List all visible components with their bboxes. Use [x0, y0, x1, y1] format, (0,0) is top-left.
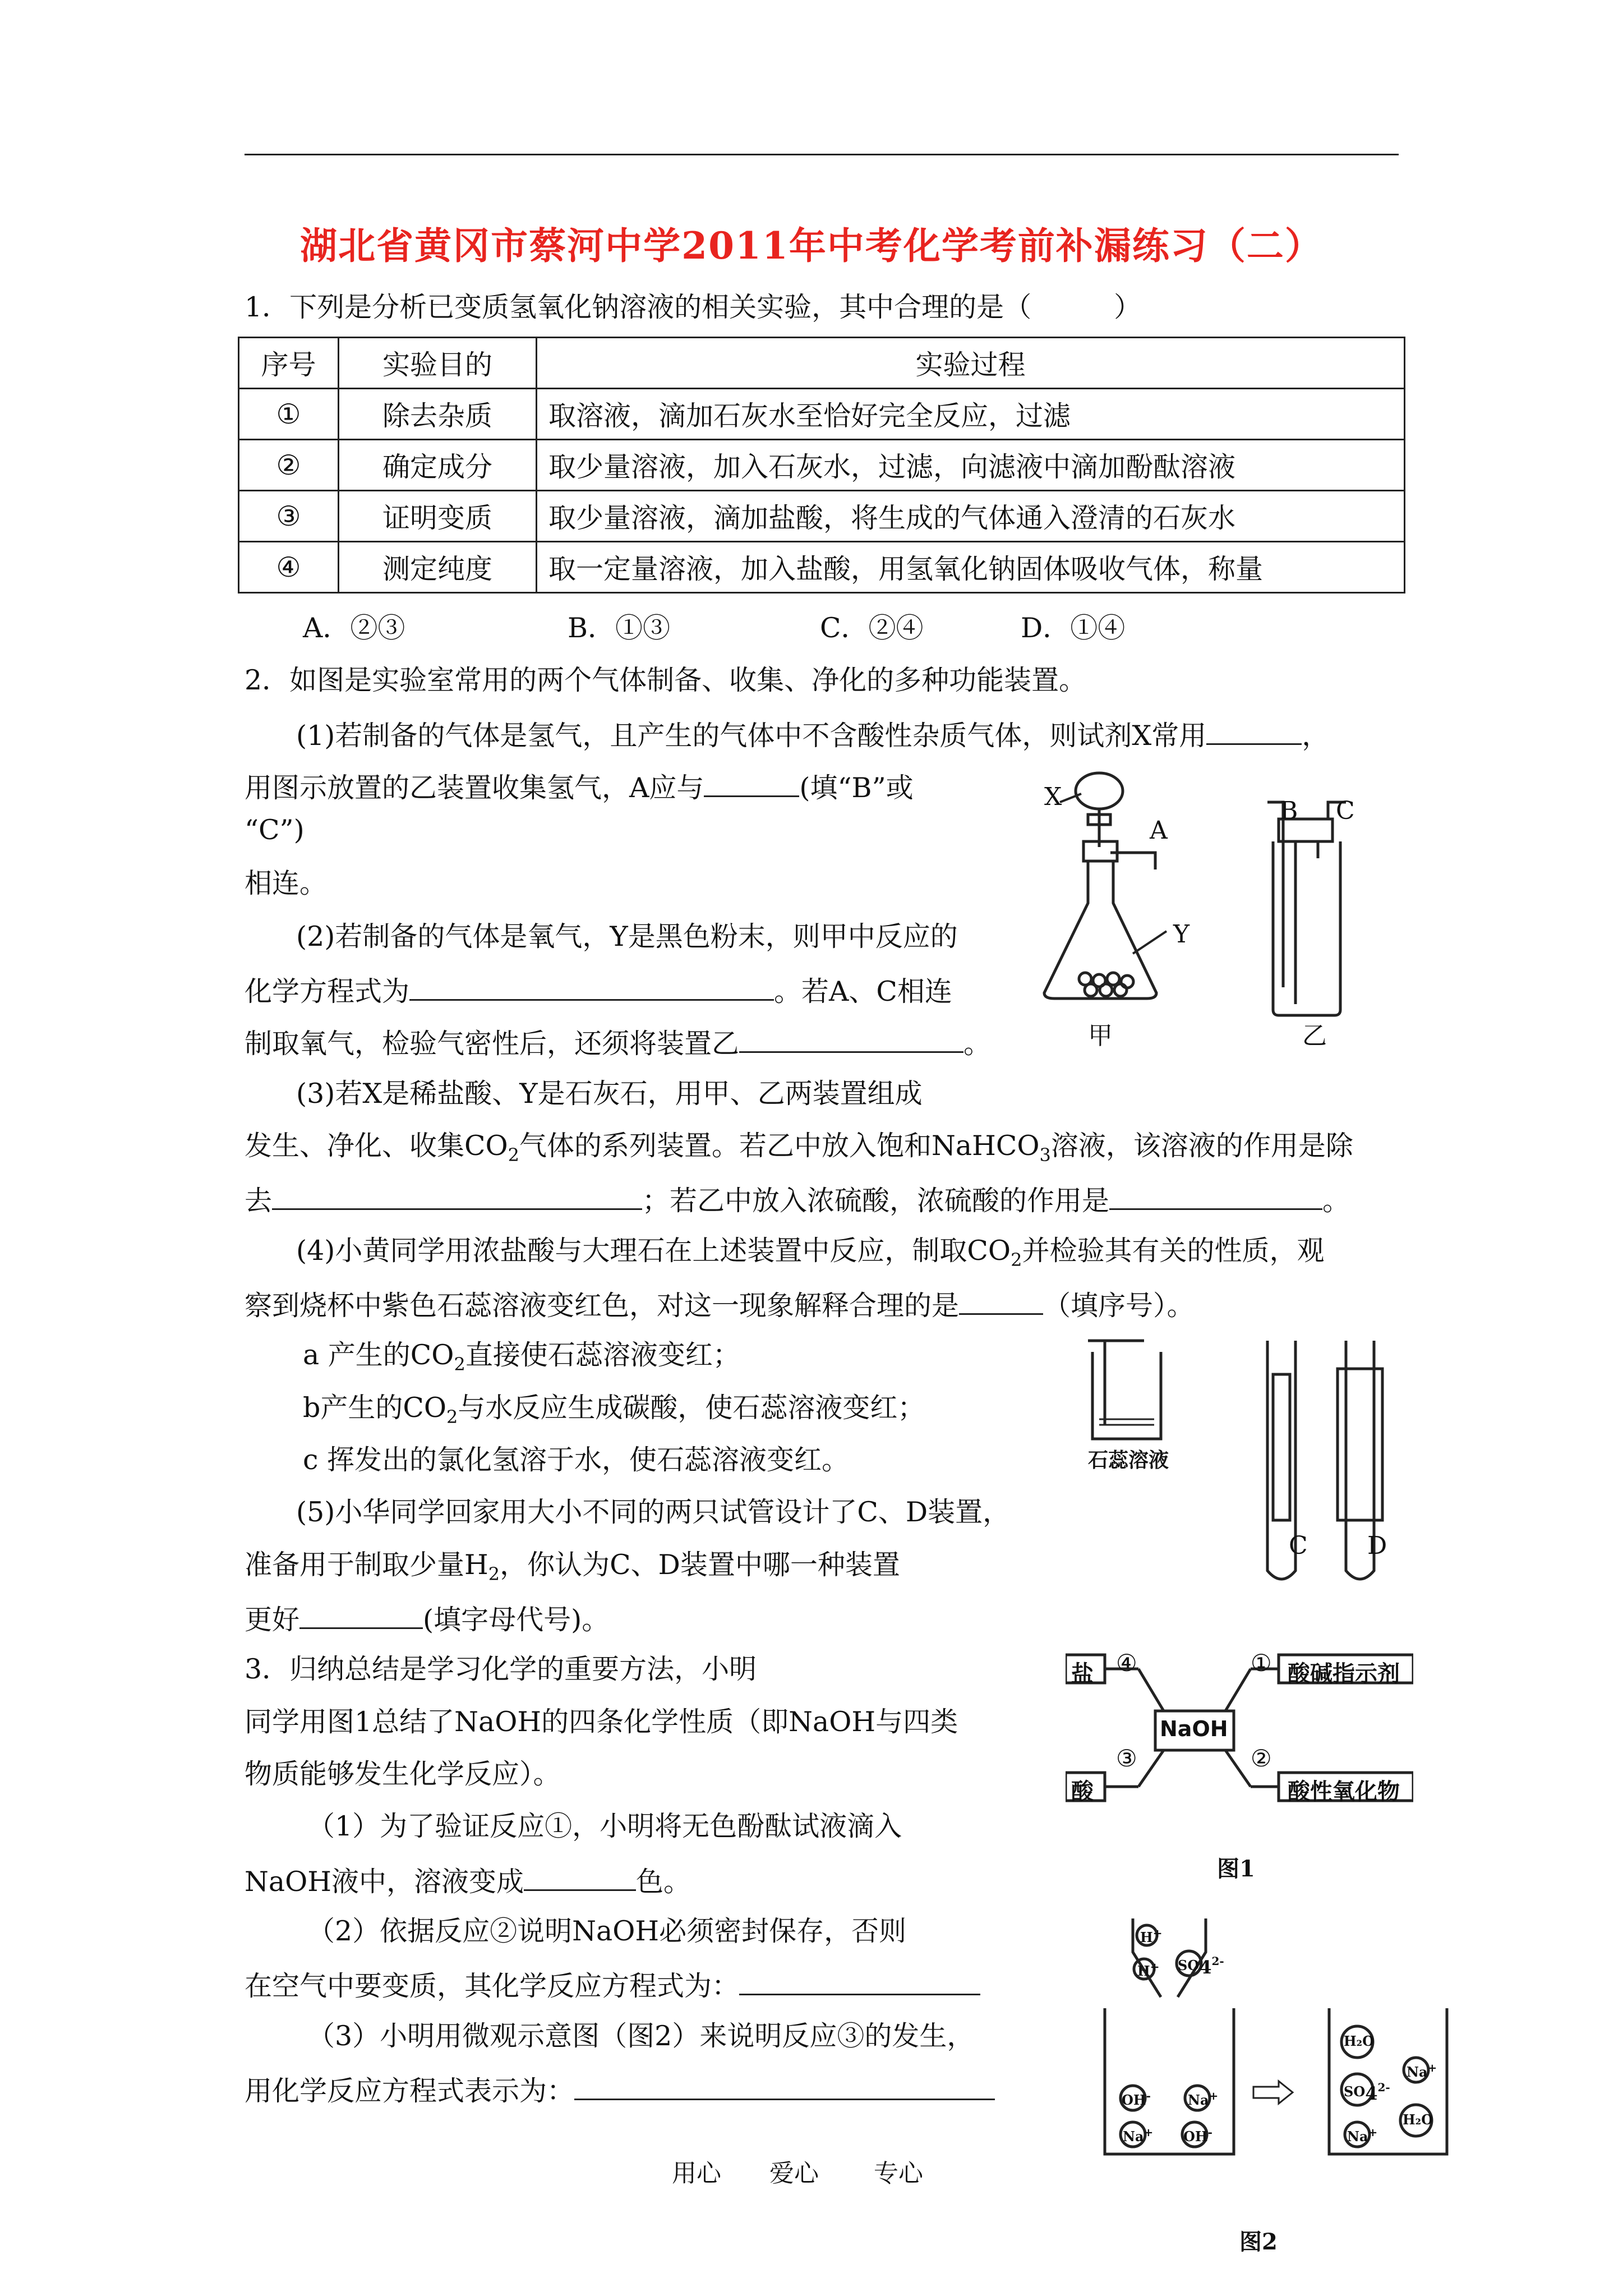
label-x: X	[1044, 783, 1062, 811]
q2-part1-line1: (1)若制备的气体是氢气，且产生的气体中不含酸性杂质气体，则试剂X常用 ，	[296, 716, 1329, 753]
table-header: 实验目的	[339, 338, 537, 389]
table-cell: 取一定量溶液，加入盐酸，用氢氧化钠固体吸收气体，称量	[537, 542, 1405, 593]
q2-stem: 2．如图是实验室常用的两个气体制备、收集、净化的多种功能装置。	[245, 664, 1087, 696]
q2-option-a: a 产生的$CO_2$直接使石蕊溶液变红；	[303, 1339, 740, 1375]
label-y: Y	[1173, 920, 1190, 949]
naoh-properties-figure	[1066, 1649, 1413, 1812]
fig1-caption: 图1	[1217, 1856, 1255, 1882]
q2-part5-line2: 准备用于制取少量$H_2$，你认为C、D装置中哪一种装置	[245, 1549, 900, 1585]
fig1-acid: 酸	[1071, 1778, 1094, 1805]
label-c: C	[1336, 797, 1355, 825]
q3-line9: 用化学反应方程式表示为：	[245, 2072, 995, 2108]
table-cell: ①	[239, 389, 339, 440]
molecule-h2o-2: H₂O	[1403, 2111, 1433, 2128]
q2-part5-line1: (5)小华同学回家用大小不同的两只试管设计了C、D装置，	[296, 1496, 1011, 1528]
q3-line2: 同学用图1总结了NaOH的四条化学性质（即NaOH与四类	[245, 1706, 958, 1738]
fig1-center: NaOH	[1160, 1717, 1228, 1741]
table-cell: ②	[239, 440, 339, 491]
table-cell: ③	[239, 491, 339, 542]
q2-part4-line1: (4)小黄同学用浓盐酸与大理石在上述装置中反应，制取$CO_2$并检验其有关的性质，观	[296, 1235, 1325, 1271]
label-tube-c: C	[1289, 1531, 1308, 1560]
experiment-table	[238, 337, 1405, 593]
table-cell: 除去杂质	[339, 389, 537, 440]
q1-option-a: A．②③	[303, 612, 405, 644]
table-row	[239, 440, 1405, 491]
table-row	[239, 389, 1405, 440]
q2-part1-line2: 用图示放置的乙装置收集氢气，A应与 (填“B”或	[245, 769, 914, 805]
footer-text-3: 专心	[874, 2159, 923, 2188]
gas-washing-bottle	[1267, 802, 1346, 1015]
q2-part3-line1: (3)若X是稀盐酸、Y是石灰石，用甲、乙两装置组成	[296, 1078, 923, 1110]
label-litmus: 石蕊溶液	[1088, 1449, 1169, 1472]
table-cell: 确定成分	[339, 440, 537, 491]
label-yi: 乙	[1302, 1022, 1327, 1050]
q3-line5: NaOH液中，溶液变成 色。	[245, 1862, 691, 1899]
footer-text-2: 爱心	[769, 2159, 819, 2188]
ion-h-2: H+	[1137, 1960, 1160, 1979]
table-cell: 取溶液，滴加石灰水至恰好完全反应，过滤	[537, 389, 1405, 440]
q2-part4-line2: 察到烧杯中紫色石蕊溶液变红色，对这一现象解释合理的是 （填序号）。	[245, 1286, 1195, 1323]
fig1-n2: ②	[1251, 1745, 1272, 1772]
ion-na-1: Na+	[1188, 2089, 1219, 2108]
micro-diagram-figure	[1099, 1918, 1458, 2165]
q2-part3-line3: 去 ；若乙中放入浓硫酸，浓硫酸的作用是 。	[245, 1181, 1350, 1218]
q2-part3-line2: 发生、净化、收集$CO_2$气体的系列装置。若乙中放入饱和NaHCO$_3$溶液，该溶液的作用是除	[245, 1130, 1353, 1166]
molecule-h2o-1: H₂O	[1344, 2033, 1375, 2049]
table-cell: 证明变质	[339, 491, 537, 542]
q3-line7: 在空气中要变质，其化学反应方程式为：	[245, 1967, 980, 2003]
label-tube-d: D	[1367, 1531, 1387, 1560]
ion-oh-2: OH-	[1183, 2125, 1212, 2145]
gas-apparatus-figure	[1032, 763, 1413, 1055]
separatory-funnel	[1076, 773, 1123, 847]
ion-so4-2: $SO_4^{2-}$	[1344, 2081, 1390, 2104]
q2-part1-line4: 相连。	[245, 867, 328, 899]
q2-part2-line2: 化学方程式为 。若A、C相连	[245, 972, 952, 1009]
table-cell: 测定纯度	[339, 542, 537, 593]
q2-part5-line3: 更好 (填字母代号)。	[245, 1600, 609, 1637]
q2-part1-line3: “C”)	[245, 814, 305, 846]
ion-oh-1: OH-	[1122, 2089, 1151, 2108]
header-rule	[245, 154, 1399, 155]
ion-so4-1: $SO_4^{2-}$	[1178, 1954, 1224, 1978]
q1-option-c: C．②④	[820, 612, 924, 644]
q2-option-c: c 挥发出的氯化氢溶于水，使石蕊溶液变红。	[303, 1444, 850, 1476]
table-row	[239, 542, 1405, 593]
label-jia: 甲	[1088, 1022, 1113, 1050]
fig1-indicator: 酸碱指示剂	[1288, 1660, 1400, 1687]
table-header-row	[239, 338, 1405, 389]
q1-option-d: D．①④	[1021, 612, 1126, 644]
fig1-n1: ①	[1251, 1649, 1272, 1677]
fig1-n4: ④	[1116, 1649, 1137, 1677]
table-cell: 取少量溶液，加入石灰水，过滤，向滤液中滴加酚酞溶液	[537, 440, 1405, 491]
fig1-oxide: 酸性氧化物	[1288, 1778, 1400, 1805]
q2-option-b: b产生的$CO_2$与水反应生成碳酸，使石蕊溶液变红；	[303, 1392, 925, 1428]
q2-part2-line3: 制取氧气，检验气密性后，还须将装置乙 。	[245, 1024, 991, 1061]
table-cell: ④	[239, 542, 339, 593]
q3-line6: （2）依据反应②说明NaOH必须密封保存，否则	[307, 1915, 907, 1947]
table-cell: 取少量溶液，滴加盐酸，将生成的气体通入澄清的石灰水	[537, 491, 1405, 542]
fig2-caption: 图2	[1239, 2229, 1278, 2255]
label-b: B	[1280, 797, 1298, 825]
footer-text-1: 用心	[672, 2159, 721, 2188]
q1-option-b: B．①③	[568, 612, 671, 644]
label-a: A	[1150, 816, 1168, 845]
ion-na-2: Na+	[1123, 2125, 1154, 2145]
table-header: 序号	[239, 338, 339, 389]
ion-na-3: Na+	[1407, 2061, 1437, 2080]
page-title: 湖北省黄冈市蔡河中学2011年中考化学考前补漏练习（二）	[300, 224, 1323, 268]
ion-na-4: Na+	[1347, 2125, 1378, 2145]
q1-stem: 1．下列是分析已变质氢氧化钠溶液的相关实验，其中合理的是（ ）	[245, 291, 1142, 323]
beaker	[1088, 1341, 1161, 1439]
q3-line8: （3）小明用微观示意图（图2）来说明反应③的发生，	[307, 2020, 975, 2052]
ion-h-1: H+	[1140, 1926, 1163, 1945]
table-row	[239, 491, 1405, 542]
fig1-salt: 盐	[1071, 1660, 1094, 1687]
q3-line1: 3．归纳总结是学习化学的重要方法，小明	[245, 1653, 757, 1685]
table-header: 实验过程	[537, 338, 1405, 389]
q3-line3: 物质能够发生化学反应）。	[245, 1758, 561, 1790]
q3-line4: （1）为了验证反应①，小明将无色酚酞试液滴入	[307, 1810, 902, 1842]
fig1-n3: ③	[1116, 1745, 1137, 1772]
q2-part2-line1: (2)若制备的气体是氧气，Y是黑色粉末，则甲中反应的	[296, 921, 958, 953]
